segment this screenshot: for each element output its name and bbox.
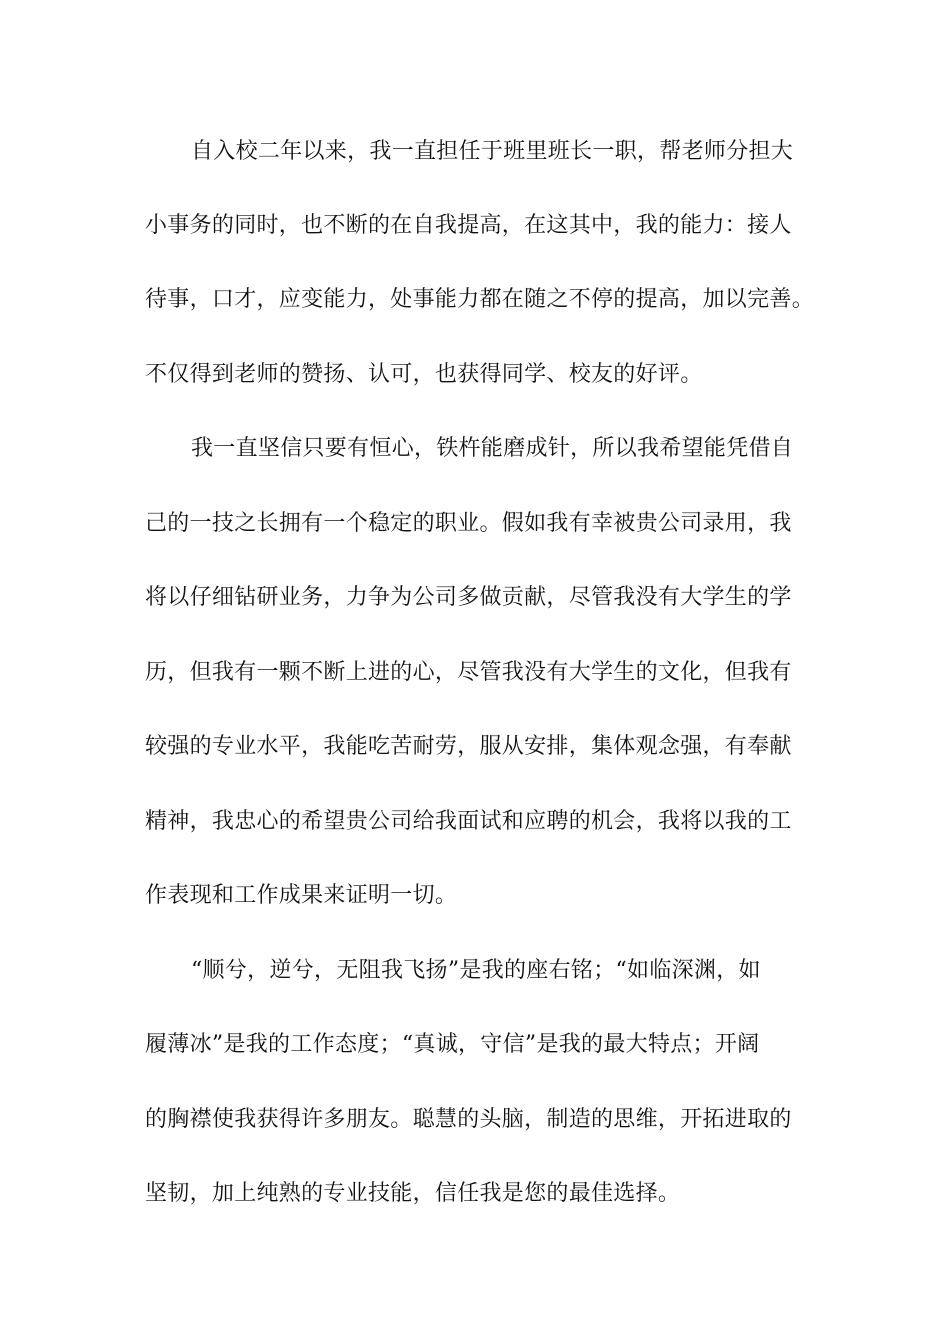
paragraph-2-line-7: 作表现和工作成果来证明一切。 <box>145 883 458 908</box>
paragraph-2-line-1: 我一直坚信只要有恒心，铁杵能磨成针，所以我希望能凭借自 <box>191 436 794 461</box>
paragraph-1-line-3: 待事，口才，应变能力，处事能力都在随之不停的提高，加以完善。 <box>145 287 815 312</box>
paragraph-3-line-1: “顺兮，逆兮，无阻我飞扬”是我的座右铭；“如临深渊，如 <box>191 958 761 983</box>
paragraph-1-line-4: 不仅得到老师的赞扬、认可，也获得同学、校友的好评。 <box>145 362 703 387</box>
paragraph-2-line-5: 较强的专业水平，我能吃苦耐劳，服从安排，集体观念强，有奉献 <box>145 734 792 759</box>
paragraph-3-line-3: 的胸襟使我获得许多朋友。聪慧的头脑，制造的思维，开拓进取的 <box>145 1107 792 1132</box>
paragraph-2-line-2: 己的一技之长拥有一个稳定的职业。假如我有幸被贵公司录用，我 <box>145 511 792 536</box>
paragraph-1-line-2: 小事务的同时，也不断的在自我提高，在这其中，我的能力：接人 <box>145 213 792 238</box>
paragraph-3-line-2: 履薄冰”是我的工作态度；“真诚，守信”是我的最大特点；开阔 <box>145 1032 760 1057</box>
paragraph-3-line-4: 坚韧，加上纯熟的专业技能，信任我是您的最佳选择。 <box>145 1181 681 1206</box>
paragraph-2-line-3: 将以仔细钻研业务，力争为公司多做贡献，尽管我没有大学生的学 <box>145 585 792 610</box>
paragraph-2-line-6: 精神，我忠心的希望贵公司给我面试和应聘的机会，我将以我的工 <box>145 809 792 834</box>
paragraph-2-line-4: 历，但我有一颗不断上进的心，尽管我没有大学生的文化，但我有 <box>145 660 792 685</box>
paragraph-1-line-1: 自入校二年以来，我一直担任于班里班长一职，帮老师分担大 <box>191 139 794 164</box>
